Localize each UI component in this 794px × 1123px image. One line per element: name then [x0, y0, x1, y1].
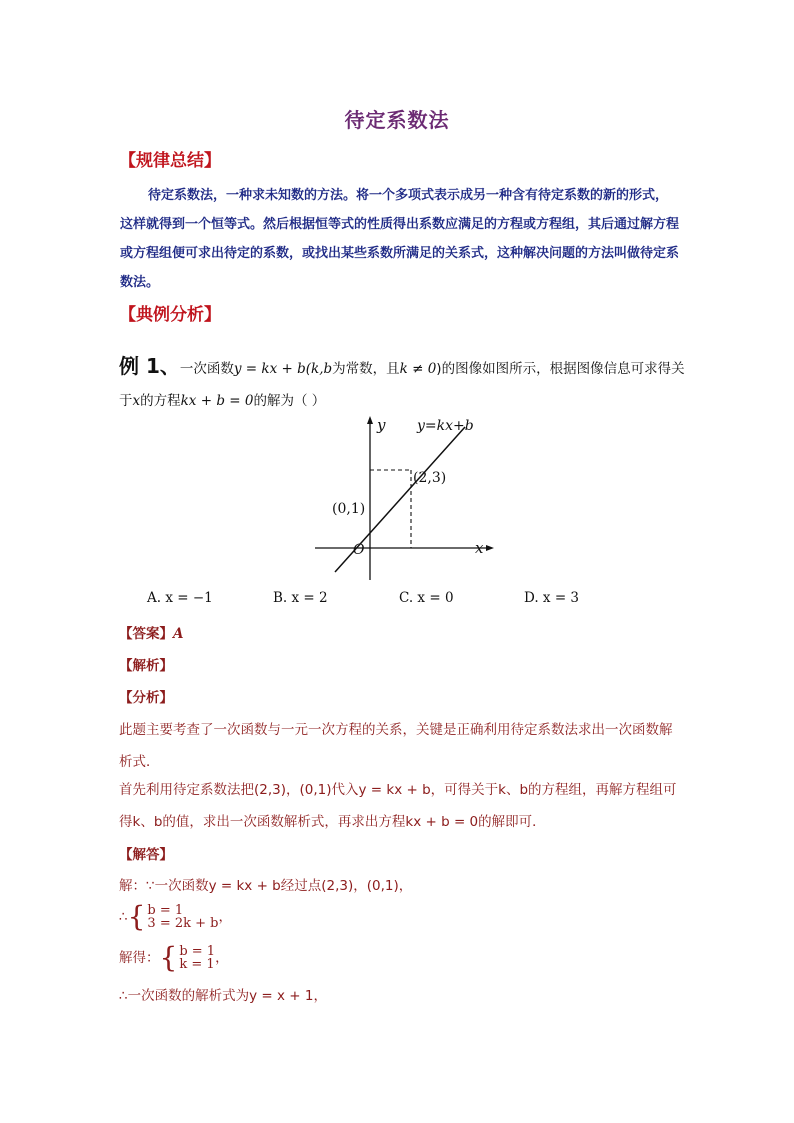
- system-lines: [179, 945, 215, 971]
- system-2-suffix: ，: [215, 950, 229, 966]
- system-1-line-a: b = 1: [147, 903, 184, 918]
- fenxi-label: 【分析】: [119, 690, 173, 706]
- jiexi-label: 【解析】: [119, 658, 173, 674]
- option-a[interactable]: A. x = −1: [147, 590, 213, 606]
- solve-prefix: 解得：: [119, 950, 160, 966]
- therefore-symbol: ∴: [119, 909, 128, 925]
- example-expr-4: kx + b = 0: [180, 393, 254, 409]
- point-label-0-1: (0,1): [332, 501, 366, 517]
- answer-value: A: [173, 626, 184, 642]
- solution-line-3: ∴一次函数的解析式为y = x + 1，: [119, 988, 327, 1004]
- example-label: 例 1、: [119, 354, 180, 378]
- page-title: 待定系数法: [344, 108, 450, 132]
- answer-label: 【答案】: [119, 626, 173, 642]
- example-text-2: 为常数，且: [332, 361, 400, 377]
- y-axis-label: y: [377, 416, 386, 434]
- point-label-2-3: (2,3): [413, 470, 447, 486]
- equation-system-2: [119, 941, 229, 974]
- option-c[interactable]: C. x = 0: [399, 590, 454, 606]
- origin-label: O: [353, 542, 365, 558]
- x-axis-arrow-icon: [486, 545, 494, 551]
- system-1-suffix: ，: [218, 909, 232, 925]
- system-2-line-b: k = 1: [179, 957, 215, 972]
- solution-line-1: 解：∵一次函数y = kx + b经过点(2,3)，(0,1)，: [119, 878, 413, 894]
- example-text-3: )的图像如图所示，根据图像信息可求得关于: [119, 361, 685, 409]
- example-text-5: 的解为（ ）: [253, 393, 326, 409]
- left-brace-icon: {: [159, 941, 178, 974]
- line-equation-label: y=kx+b: [417, 418, 474, 434]
- analysis-paragraph-2: 首先利用待定系数法把(2,3)，(0,1)代入y = kx + b，可得关于k、b的方程组，再解方程组可得k、b的值，求出一次函数解析式，再求出方程kx + b = 0的解即可．: [119, 782, 677, 830]
- function-graph: [305, 410, 505, 585]
- y-axis-arrow-icon: [367, 416, 373, 424]
- example-expr-1: y = kx + b(k,b: [233, 361, 333, 377]
- answer-row: [119, 622, 183, 642]
- system-lines: [147, 904, 218, 930]
- section-heading-summary: 【规律总结】: [119, 151, 221, 171]
- system-1-line-b: 3 = 2k + b: [147, 916, 219, 931]
- system-2-line-a: b = 1: [179, 944, 216, 959]
- summary-paragraph: [120, 181, 680, 297]
- left-brace-icon: {: [127, 900, 146, 933]
- example-1-question: [119, 350, 689, 417]
- equation-system-1: [119, 900, 232, 933]
- option-d[interactable]: D. x = 3: [524, 590, 580, 606]
- summary-text: 待定系数法，一种求未知数的方法。将一个多项式表示成另一种含有待定系数的新的形式，这样就得到一个恒等式。然后根据恒等式的性质得出系数应满足的方程或方程组，其后通过解方程或方程组便可求出待定的系数，或找出某些系数所满足的关系式，这种解决问题的方法叫做待定系数法。: [120, 188, 680, 290]
- jieda-label: 【解答】: [119, 847, 173, 863]
- example-expr-3: x: [132, 393, 141, 409]
- analysis-paragraph-1: 此题主要考查了一次函数与一元一次方程的关系，关键是正确利用待定系数法求出一次函数解析式．: [119, 722, 673, 770]
- x-axis-label: x: [475, 539, 484, 557]
- example-text-1: 一次函数: [179, 361, 234, 377]
- example-expr-2: k ≠ 0: [399, 361, 437, 377]
- option-b[interactable]: B. x = 2: [273, 590, 328, 606]
- example-text-4: 的方程: [140, 393, 181, 409]
- section-heading-examples: 【典例分析】: [119, 305, 221, 325]
